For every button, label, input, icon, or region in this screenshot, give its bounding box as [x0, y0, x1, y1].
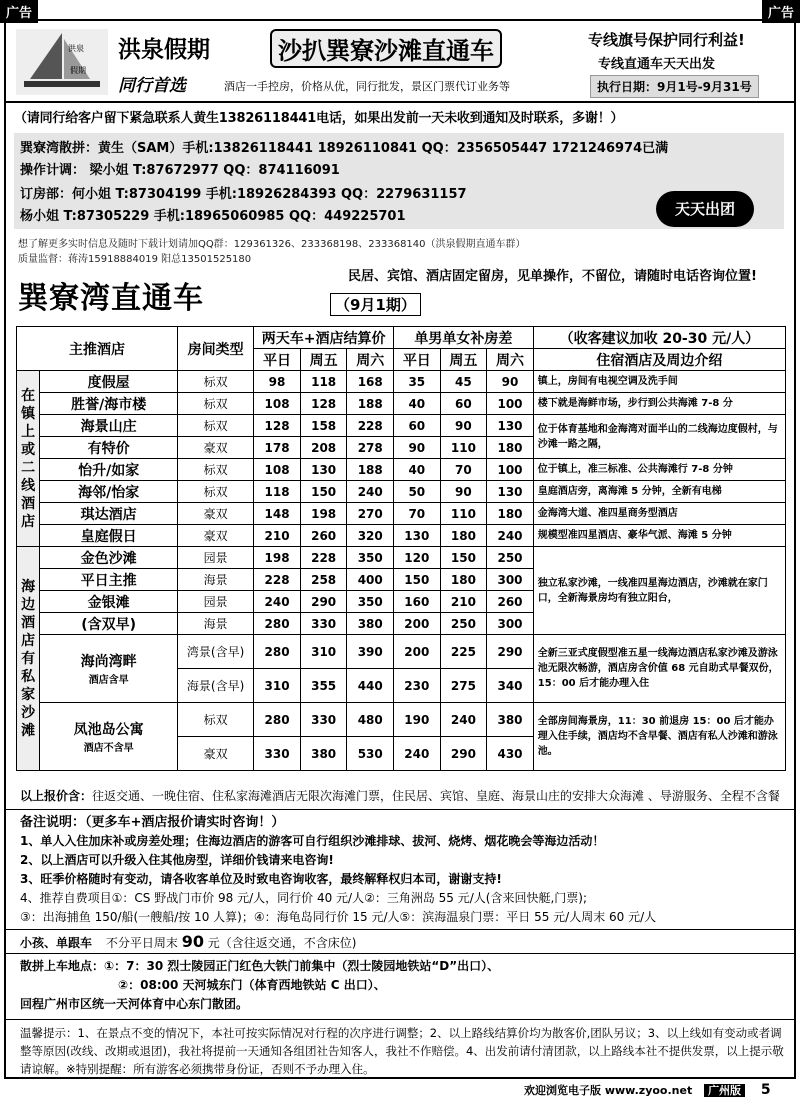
hotel-name: [40, 459, 178, 481]
page-number: 5: [760, 1082, 771, 1098]
price-cell: 190: [394, 703, 441, 737]
col-group-diff: 单男单女补房差: [394, 327, 534, 349]
kids-unit: 元（含往返交通，不含床位): [207, 936, 357, 950]
table-row: [17, 371, 786, 393]
hotel-name: [40, 547, 178, 569]
price-cell: 50: [394, 481, 441, 503]
price-cell: 150: [394, 569, 441, 591]
price-cell: 118: [254, 481, 301, 503]
header-right-line1: 专线旗号保护同行利益!: [588, 31, 745, 49]
price-cell: 108: [254, 393, 301, 415]
svg-text:洪泉: 洪泉: [68, 44, 84, 53]
price-cell: 118: [300, 371, 347, 393]
price-cell: 40: [394, 459, 441, 481]
room-type: 标双: [177, 371, 253, 393]
hotel-name-text: 琪达酒店: [80, 506, 137, 523]
tips-block: 温馨提示：1、在景点不变的情况下，本社可按实际情况对行程的次序进行调整；2、以上路线结算价均为散客价,团队另议；3、以上线如有变动或者调整等原因(改线、改期或退团)，我社将提前一天通知各组团社告知客人，我社不作赔偿。4、出发前请付清团款，以上路线本社不提供发票，以上提示敬请谅解。※特别提醒：所有游客必须携带身份证，否则不予办理入住。: [20, 1026, 784, 1076]
header-right-line2: 专线直通车天天出发: [598, 57, 716, 72]
col-hotel: 主推酒店: [17, 327, 178, 371]
divider: [6, 809, 794, 810]
execution-date: 执行日期：9月1号-9月31号: [590, 75, 759, 98]
table-row: [17, 703, 786, 737]
price-cell: 350: [347, 591, 394, 613]
price-cell: 200: [394, 613, 441, 635]
room-type: 湾景(含早): [177, 635, 253, 669]
table-row: [17, 525, 786, 547]
price-cell: 380: [347, 613, 394, 635]
room-type: 标双: [177, 481, 253, 503]
hotel-intro: 全部房间海景房，11：30 前退房 15：00 后才能办理入住手续，酒店均不含早餐、酒店有私人沙滩和游泳池。: [533, 703, 785, 771]
price-cell: 90: [487, 371, 534, 393]
divider: [6, 929, 794, 930]
hotel-name: [40, 393, 178, 415]
room-type: 海景: [177, 569, 253, 591]
hotel-intro: 位于体育基地和金海湾对面半山的二线海边度假村，与沙滩一路之隔，: [533, 415, 785, 459]
remark-line: 2、以上酒店可以升级入住其他房型，详细价钱请来电咨询!: [20, 853, 334, 867]
col-day: 平日: [254, 349, 301, 371]
footer-edition: 广州版: [704, 1084, 745, 1097]
price-cell: 130: [300, 459, 347, 481]
hotel-name: [40, 525, 178, 547]
hotel-intro: 独立私家沙滩，一线准四星海边酒店，沙滩就在家门口，全新海景房均有独立阳台，: [533, 547, 785, 635]
price-cell: 280: [254, 703, 301, 737]
hotel-intro: 金海湾大道、准四星商务型酒店: [533, 503, 785, 525]
price-cell: 180: [440, 569, 487, 591]
hotel-name-text: 有特价: [87, 440, 130, 457]
svg-text:假期: 假期: [70, 66, 86, 75]
room-type: 标双: [177, 393, 253, 415]
advert-frame: [4, 19, 796, 1079]
price-cell: 100: [487, 393, 534, 415]
hotel-intro: 全新三亚式度假型准五星一线海边酒店私家沙滩及游泳池无限次畅游，酒店房含价值 68 元自助式早餐双份，15：00 后才能办理入住: [533, 635, 785, 703]
contact-line: 巽寮湾散拼：黄生（SAM）手机:13826118441 18926110841 QQ：2356505447 1721246974已满: [20, 141, 669, 156]
price-cell: 240: [254, 591, 301, 613]
remark-line: 3、旺季价格随时有变动，请各收客单位及时致电咨询收客，最终解释权归本司，谢谢支持!: [20, 872, 502, 886]
price-cell: 270: [347, 503, 394, 525]
price-cell: 228: [254, 569, 301, 591]
room-type: 豪双: [177, 503, 253, 525]
footer: [524, 1082, 771, 1098]
price-cell: 240: [347, 481, 394, 503]
hotel-name: [40, 613, 178, 635]
price-cell: 280: [254, 635, 301, 669]
price-cell: 240: [394, 737, 441, 771]
price-cell: 70: [440, 459, 487, 481]
col-day: 平日: [394, 349, 441, 371]
price-cell: 70: [394, 503, 441, 525]
price-cell: 208: [300, 437, 347, 459]
header: [6, 21, 794, 103]
price-cell: 198: [300, 503, 347, 525]
hotel-name-text: 胜誉/海市楼: [71, 396, 147, 413]
room-type: 标双: [177, 459, 253, 481]
price-cell: 240: [440, 703, 487, 737]
hotel-name-text: 海景山庄: [80, 418, 137, 435]
price-cell: 120: [394, 547, 441, 569]
remark-line: ③：出海捕鱼 150/船(一艘船/按 10 人算)；④：海龟岛同行价 15 元/人⑤：滨海温泉门票：平日 55 元/人周末 60 元/人: [20, 910, 657, 924]
ad-label-right: 广告: [762, 0, 800, 23]
section-note: 民居、宾馆、酒店固定留房，见单操作，不留位，请随时电话咨询位置!: [348, 269, 757, 284]
col-day: 周六: [347, 349, 394, 371]
price-cell: 150: [300, 481, 347, 503]
kids-text: 不分平日周末: [105, 936, 178, 950]
includes-text: 往返交通、一晚住宿、住私家海滩酒店无限次海滩门票，住民居、宾馆、皇庭、海景山庄的安排大众海滩 、导游服务、全程不含餐: [92, 789, 780, 803]
col-room: 房间类型: [177, 327, 253, 371]
price-cell: 128: [300, 393, 347, 415]
col-group-price: 两天车+酒店结算价: [254, 327, 394, 349]
hotel-intro: 皇庭酒店旁，离海滩 5 分钟，全新有电梯: [533, 481, 785, 503]
table-row: [17, 547, 786, 569]
price-cell: 440: [347, 669, 394, 703]
table-row: [17, 503, 786, 525]
hotel-name: [40, 503, 178, 525]
price-cell: 290: [300, 591, 347, 613]
hotel-name-text: 怡升/如家: [78, 462, 140, 479]
col-day: 周六: [487, 349, 534, 371]
price-cell: 380: [487, 703, 534, 737]
section-period: （9月1期）: [330, 293, 421, 316]
remarks-title: 备注说明：（更多车+酒店报价请实时咨询！）: [20, 815, 285, 830]
price-cell: 35: [394, 371, 441, 393]
hotel-category-label: 海 边 酒 店 有 私 家 沙 滩: [17, 547, 40, 771]
hotel-name: [40, 415, 178, 437]
remark-line: 4、推荐自费项目①：CS 野战门市价 98 元/人，同行价 40 元/人②：三角洲岛 55 元/人(含来回快艇,门票);: [20, 891, 588, 905]
price-cell: 148: [254, 503, 301, 525]
price-cell: 258: [300, 569, 347, 591]
price-cell: 480: [347, 703, 394, 737]
price-cell: 228: [347, 415, 394, 437]
services-text: 酒店一手控房，价格从优，同行批发，景区门票代订业务等: [224, 80, 510, 93]
hotel-intro: 镇上，房间有电视空调及洗手间: [533, 371, 785, 393]
price-cell: 400: [347, 569, 394, 591]
price-cell: 250: [440, 613, 487, 635]
price-cell: 225: [440, 635, 487, 669]
price-cell: 275: [440, 669, 487, 703]
hotel-intro: 规模型准四星酒店、豪华气派、海滩 5 分钟: [533, 525, 785, 547]
price-cell: 300: [487, 569, 534, 591]
kids-price: 90: [181, 932, 204, 951]
price-cell: 280: [254, 613, 301, 635]
footer-text: 欢迎浏览电子版 www.zyoo.net: [524, 1084, 693, 1097]
hotel-name: [40, 703, 178, 771]
hotel-name-text: 皇庭假日: [80, 528, 137, 545]
hotel-breakfast-note: 酒店含早: [88, 675, 129, 686]
emergency-notice: （请同行给客户留下紧急联系人黄生13826118441电话，如果出发前一天未收到通知及时联系，多谢！）: [14, 111, 624, 126]
table-row: [17, 415, 786, 437]
price-cell: 320: [347, 525, 394, 547]
table-row: [17, 481, 786, 503]
room-type: 豪双: [177, 737, 253, 771]
price-cell: 90: [440, 415, 487, 437]
price-cell: 240: [487, 525, 534, 547]
price-cell: 128: [254, 415, 301, 437]
price-cell: 188: [347, 459, 394, 481]
price-cell: 290: [487, 635, 534, 669]
price-cell: 210: [254, 525, 301, 547]
divider: [6, 1019, 794, 1020]
price-cell: 330: [300, 613, 347, 635]
price-cell: 350: [347, 547, 394, 569]
hotel-name: [40, 437, 178, 459]
hotel-intro: 楼下就是海鲜市场，步行到公共海滩 7-8 分: [533, 393, 785, 415]
price-includes: 以上报价含：往返交通、一晚住宿、住私家海滩酒店无限次海滩门票，住民居、宾馆、皇庭、海景山庄的安排大众海滩 、导游服务、全程不含餐: [20, 789, 780, 803]
qq-group-info: 想了解更多实时信息及随时下载计划请加QQ群：129361326、233368198、233368140（洪泉假期直通车群）: [18, 239, 526, 250]
price-cell: 380: [300, 737, 347, 771]
room-type: 园景: [177, 547, 253, 569]
table-header-row: [17, 327, 786, 349]
price-cell: 290: [440, 737, 487, 771]
price-cell: 188: [347, 393, 394, 415]
kids-row: [20, 932, 790, 953]
price-cell: 260: [300, 525, 347, 547]
price-cell: 200: [394, 635, 441, 669]
table-body: [17, 371, 786, 771]
hotel-name-text: (含双早): [81, 616, 137, 633]
price-cell: 210: [440, 591, 487, 613]
brand-name: 洪泉假期: [118, 37, 210, 63]
price-cell: 310: [300, 635, 347, 669]
room-type: 海景: [177, 613, 253, 635]
price-cell: 60: [440, 393, 487, 415]
price-cell: 178: [254, 437, 301, 459]
price-cell: 130: [487, 415, 534, 437]
table-row: [17, 459, 786, 481]
col-day: 周五: [300, 349, 347, 371]
price-cell: 180: [440, 525, 487, 547]
section-title: 巽寮湾直通车: [18, 281, 204, 316]
price-cell: 40: [394, 393, 441, 415]
price-cell: 330: [300, 703, 347, 737]
hotel-name: [40, 481, 178, 503]
price-cell: 158: [300, 415, 347, 437]
hotel-category-label: 在 镇 上 或 二 线 酒 店: [17, 371, 40, 547]
price-cell: 330: [254, 737, 301, 771]
price-cell: 110: [440, 503, 487, 525]
hotel-name: [40, 591, 178, 613]
contact-line: 杨小姐 T:87305229 手机:18965060985 QQ：449225701: [20, 209, 406, 224]
hotel-name-text: 金色沙滩: [80, 550, 137, 567]
price-cell: 250: [487, 547, 534, 569]
hotel-name-text: 海尚湾畔: [80, 654, 137, 670]
price-cell: 300: [487, 613, 534, 635]
hotel-intro: 位于镇上，准三标准、公共海滩行 7-8 分钟: [533, 459, 785, 481]
hotel-name-text: 凤池岛公寓: [73, 722, 144, 738]
room-type: 园景: [177, 591, 253, 613]
room-type: 海景(含早): [177, 669, 253, 703]
col-group-note: （收客建议加收 20-30 元/人）: [533, 327, 785, 349]
price-cell: 110: [440, 437, 487, 459]
price-cell: 228: [300, 547, 347, 569]
hotel-name-text: 度假屋: [87, 374, 130, 391]
remarks-block: [20, 813, 790, 927]
price-table: [16, 326, 786, 771]
route-title: 沙扒巽寮沙滩直通车: [270, 29, 502, 68]
daily-departure-badge: 天天出团: [656, 191, 754, 227]
price-cell: 355: [300, 669, 347, 703]
price-cell: 60: [394, 415, 441, 437]
price-cell: 198: [254, 547, 301, 569]
price-cell: 150: [440, 547, 487, 569]
hotel-name: [40, 569, 178, 591]
price-cell: 130: [487, 481, 534, 503]
contact-line: 操作计调： 梁小姐 T:87672977 QQ：874116091: [20, 163, 340, 178]
pickup-return: 回程广州市区统一天河体育中心东门散团。: [20, 997, 249, 1011]
price-cell: 180: [487, 503, 534, 525]
divider: [6, 953, 794, 954]
contact-line: 订房部：何小姐 T:87304199 手机:18926284393 QQ：2279631157: [20, 187, 467, 202]
price-cell: 130: [394, 525, 441, 547]
col-intro: 住宿酒店及周边介绍: [533, 349, 785, 371]
room-type: 豪双: [177, 525, 253, 547]
room-type: 豪双: [177, 437, 253, 459]
hotel-breakfast-note: 酒店不含早: [83, 743, 134, 754]
pickup-block: [20, 957, 790, 1014]
price-cell: 278: [347, 437, 394, 459]
table-row: [17, 393, 786, 415]
room-type: 标双: [177, 415, 253, 437]
pickup-point-2: ②：08:00 天河城东门（体育西地铁站 C 出口）、: [118, 978, 386, 992]
table-row: [17, 635, 786, 669]
price-cell: 168: [347, 371, 394, 393]
kids-label: 小孩、单跟车: [20, 936, 93, 950]
price-cell: 230: [394, 669, 441, 703]
hotel-name-text: 平日主推: [80, 572, 137, 589]
price-cell: 90: [440, 481, 487, 503]
price-cell: 390: [347, 635, 394, 669]
price-cell: 310: [254, 669, 301, 703]
hotel-name-text: 金银滩: [87, 594, 130, 611]
price-cell: 430: [487, 737, 534, 771]
hotel-name: [40, 635, 178, 703]
col-day: 周五: [440, 349, 487, 371]
price-cell: 160: [394, 591, 441, 613]
pickup-label: 散拼上车地点：: [20, 959, 105, 973]
pickup-point-1: ①：7：30 烈士陵园正门红色大铁门前集中（烈士陵园地铁站“D”出口）、: [104, 959, 500, 973]
price-cell: 180: [487, 437, 534, 459]
price-cell: 530: [347, 737, 394, 771]
price-cell: 98: [254, 371, 301, 393]
ad-label-left: 广告: [0, 0, 38, 23]
remark-line: 1、单人入住加床补或房差处理；住海边酒店的游客可自行组织沙滩排球、拔河、烧烤、烟花晚会等海边活动！: [20, 834, 605, 848]
hotel-name-text: 海邻/怡家: [78, 484, 140, 501]
price-cell: 100: [487, 459, 534, 481]
price-cell: 340: [487, 669, 534, 703]
sailboat-logo-icon: [16, 29, 108, 95]
price-cell: 90: [394, 437, 441, 459]
slogan: 同行首选: [118, 76, 186, 96]
room-type: 标双: [177, 703, 253, 737]
price-cell: 260: [487, 591, 534, 613]
hotel-name: [40, 371, 178, 393]
price-cell: 108: [254, 459, 301, 481]
price-cell: 45: [440, 371, 487, 393]
quality-supervision: 质量监督：蒋涛15918884019 阳总13501525180: [18, 254, 252, 265]
